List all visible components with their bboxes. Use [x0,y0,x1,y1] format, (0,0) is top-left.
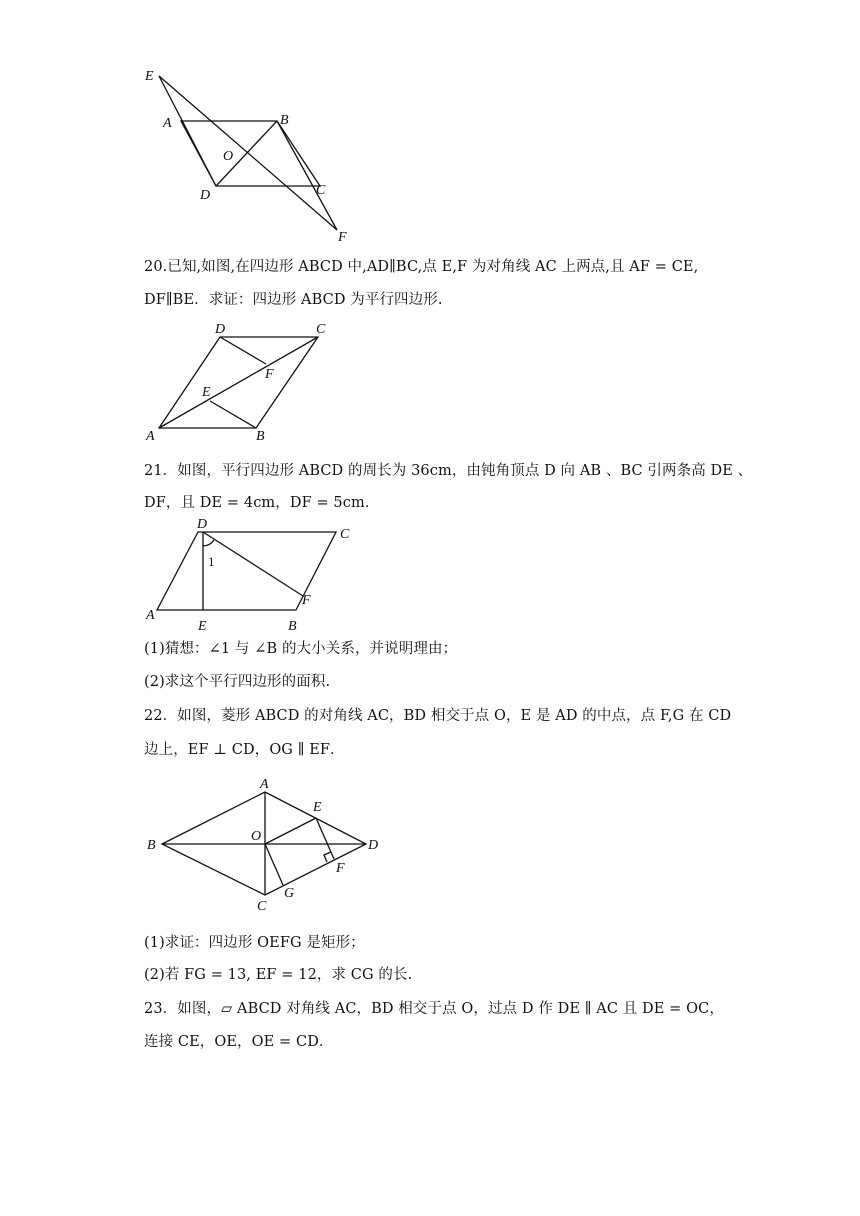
q20-line1: 20.已知,如图,在四边形 ABCD 中,AD∥BC,点 E,F 为对角线 AC 上两点,且 AF = CE, [144,259,699,275]
q22-line2: 边上，EF ⊥ CD，OG ∥ EF． [144,742,345,758]
fig19-label-o: O [223,149,234,164]
q21-line2: DF，且 DE = 4cm，DF = 5cm． [144,495,380,511]
fig20-label-e: E [202,385,211,400]
fig22-label-f: F [336,861,345,876]
fig19-label-d: D [200,188,211,203]
fig19-label-f: F [338,230,347,245]
q21-sub1: (1)猜想：∠1 与 ∠B 的大小关系，并说明理由； [144,641,458,657]
q23-line1: 23．如图，▱ ABCD 对角线 AC，BD 相交于点 O，过点 D 作 DE ∥ AC 且 DE = OC， [144,1001,724,1017]
fig20-label-c: C [316,322,326,337]
fig22-label-g: G [284,886,295,901]
fig21-label-f: F [302,593,311,608]
q23-line2: 连接 CE，OE，OE = CD． [144,1034,334,1050]
q22-sub2: (2)若 FG = 13, EF = 12，求 CG 的长. [144,967,413,983]
q22-line1: 22．如图，菱形 ABCD 的对角线 AC，BD 相交于点 O，E 是 AD 的中点，点 F,G 在 CD [144,708,732,724]
fig20-label-a: A [146,429,155,444]
fig19-label-b: B [280,113,289,128]
fig22-line-og [265,844,283,885]
fig22-label-a: A [260,777,269,792]
q21-line1: 21．如图，平行四边形 ABCD 的周长为 36cm，由钝角顶点 D 向 AB 、BC 引两条高 DE 、 [144,463,753,479]
fig20-label-f: F [265,367,274,382]
fig22-label-b: B [147,838,156,853]
fig22-label-o: O [251,829,262,844]
fig22-label-c: C [257,899,267,914]
fig20-label-d: D [215,322,226,337]
q21-sub2: (2)求这个平行四边形的面积. [144,674,331,690]
fig19-label-c: C [316,183,326,198]
q20-line2: DF∥BE．求证：四边形 ABCD 为平行四边形. [144,292,443,308]
fig22-line-ef [316,818,334,859]
fig21-label-b: B [288,619,297,634]
fig22-label-e: E [313,800,322,815]
fig19-label-a: A [163,116,172,131]
fig21-label-angle-1: 1 [208,554,215,569]
fig22-right-angle-mark [324,852,331,862]
fig21-label-d: D [197,517,208,532]
fig19-label-e: E [145,69,154,84]
fig21-label-e: E [198,619,207,634]
q22-sub1: (1)求证：四边形 OEFG 是矩形； [144,935,365,951]
fig20-label-b: B [256,429,265,444]
fig21-label-a: A [146,608,155,623]
fig22-line-oe [265,818,316,844]
fig21-label-c: C [340,527,350,542]
fig22-label-d: D [368,838,379,853]
